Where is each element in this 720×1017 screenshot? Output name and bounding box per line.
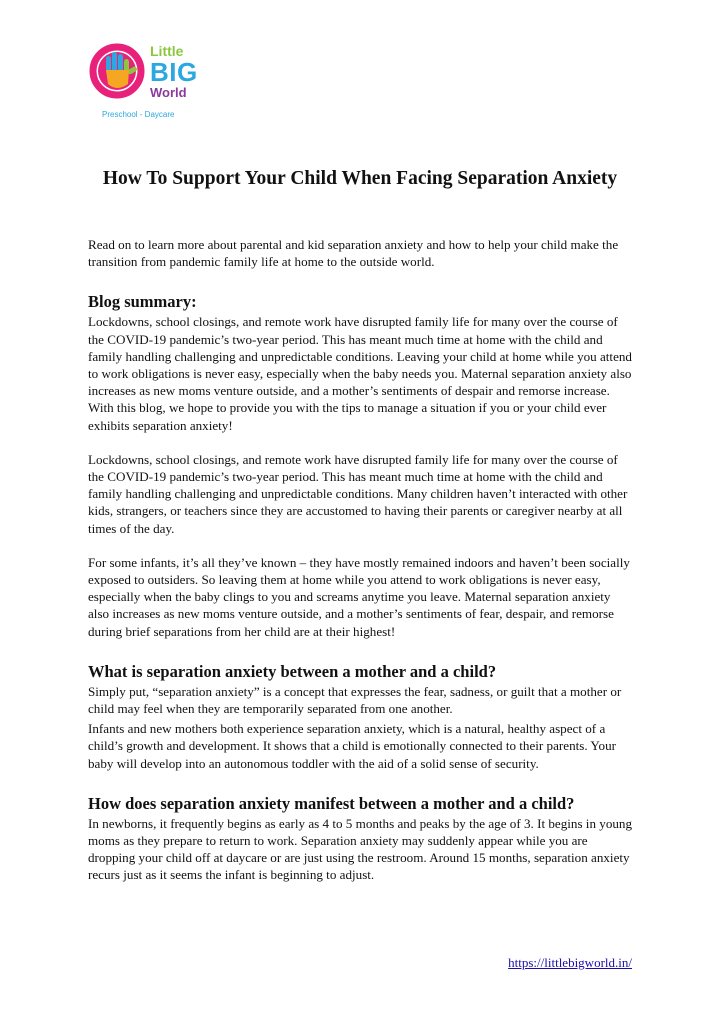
website-link[interactable]: https://littlebigworld.in/ — [508, 955, 632, 970]
summary-paragraph-3: For some infants, it’s all they’ve known – they have mostly remained indoors and haven’t been socially exposed to outsiders. So leaving them at home while you attend to work obligations is never easy, especially when the baby clings to you and screams anytime you leave. Maternal separation anxiety also increases as new moms venture outside, and a mother’s sentiments of fear, despair, and remorse during brief separations from her child are at their highest! — [88, 554, 630, 639]
article-body — [88, 236, 633, 884]
intro-paragraph: Read on to learn more about parental and kid separation anxiety and how to help your child make the transition from pandemic family life at home to the outside world. — [88, 237, 619, 270]
what-is-paragraph-1: Simply put, “separation anxiety” is a concept that expresses the fear, sadness, or guilt that a mother or child may feel when they are temporarily separated from one another. — [88, 683, 622, 717]
brand-word-little: Little — [150, 43, 184, 59]
brand-word-world: World — [150, 85, 187, 100]
how-does-heading: How does separation anxiety manifest between a mother and a child? — [88, 793, 575, 813]
what-is-heading: What is separation anxiety between a mother and a child? — [88, 661, 497, 681]
page-title: How To Support Your Child When Facing Separation Anxiety — [102, 168, 618, 189]
summary-paragraph-1: Lockdowns, school closings, and remote work have disrupted family life for many over the course of the COVID-19 pandemic’s two-year period. This has meant much time at home with the child and family handling challenging and unpredictable conditions. Leaving your child at home while you attend to work obligations is never easy, especially when the baby needs you. Maternal separation anxiety also increases as new moms venture outside, and a mother’s sentiments of despair and remorse increase. With this blog, we hope to provide you with the tips to manage a situation if you or your child ever exhibits separation anxiety! — [88, 314, 632, 433]
hand-logo-icon — [88, 40, 150, 102]
summary-paragraph-2: Lockdowns, school closings, and remote work have disrupted family life for many over the course of the COVID-19 pandemic’s two-year period. This has meant much time at home with the child and family handling challenging and unpredictable conditions. Many children haven’t interacted with other kids, strangers, or teachers since they are accustomed to having their parents or caregiver nearby at all times of the day. — [88, 451, 628, 536]
brand-name — [150, 44, 198, 99]
how-does-paragraph-1: In newborns, it frequently begins as early as 4 to 5 months and peaks by the age of 3. It begins in young moms as they prepare to return to work. Separation anxiety may suddenly appear while you are dropping your child off at daycare or are just using the restroom. Around 15 months, separation anxiety recurs just as it seems the infant is beginning to adjust. — [88, 815, 633, 883]
brand-word-big: BIG — [150, 57, 198, 87]
logo — [88, 40, 218, 130]
what-is-paragraph-2: Infants and new mothers both experience separation anxiety, which is a natural, healthy aspect of a child’s growth and development. It shows that a child is emotionally connected to their parents. Your baby will develop into an autonomous toddler with the aid of a solid sense of security. — [88, 721, 617, 771]
blog-summary-heading: Blog summary: — [88, 292, 197, 312]
logo-tagline: Preschool - Daycare — [102, 110, 175, 119]
